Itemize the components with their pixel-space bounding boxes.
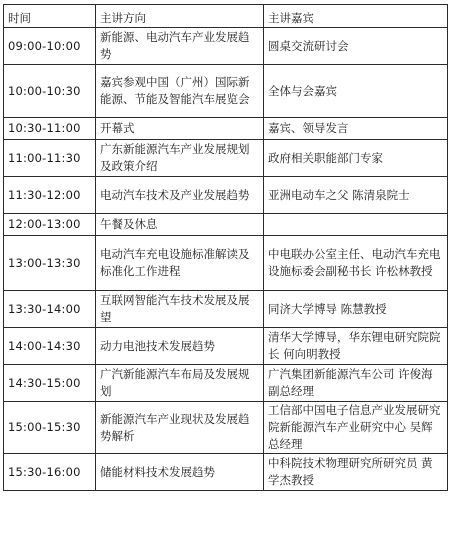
table-header-row (4, 5, 448, 28)
table-row (4, 140, 448, 177)
table-row (4, 236, 448, 291)
row-topic: 广汽新能源汽车布局及发展规划 (96, 365, 264, 402)
row-time: 12:00-13:00 (4, 214, 96, 236)
row-topic: 新能源、电动汽车产业发展趋势 (96, 28, 264, 65)
table-row (4, 365, 448, 402)
row-time: 15:30-16:00 (4, 454, 96, 491)
row-guest: 嘉宾、领导发言 (264, 118, 448, 140)
table-row (4, 65, 448, 118)
row-time: 10:30-11:00 (4, 118, 96, 140)
row-guest: 全体与会嘉宾 (264, 65, 448, 118)
row-topic: 广东新能源汽车产业发展规划及政策介绍 (96, 140, 264, 177)
table-row (4, 118, 448, 140)
row-guest: 政府相关职能部门专家 (264, 140, 448, 177)
header-time: 时间 (4, 5, 96, 28)
row-time: 11:30-12:00 (4, 177, 96, 214)
row-time: 11:00-11:30 (4, 140, 96, 177)
row-time: 14:00-14:30 (4, 328, 96, 365)
row-guest: 广汽集团新能源汽车公司 许俊海副总经理 (264, 365, 448, 402)
header-topic: 主讲方向 (96, 5, 264, 28)
row-topic: 嘉宾参观中国（广州）国际新能源、节能及智能汽车展览会 (96, 65, 264, 118)
table-row (4, 291, 448, 328)
row-time: 13:30-14:00 (4, 291, 96, 328)
row-guest: 亚洲电动车之父 陈清泉院士 (264, 177, 448, 214)
header-guest: 主讲嘉宾 (264, 5, 448, 28)
row-guest: 圆桌交流研讨会 (264, 28, 448, 65)
row-topic: 电动汽车技术及产业发展趋势 (96, 177, 264, 214)
row-time: 15:00-15:30 (4, 402, 96, 454)
row-topic: 开幕式 (96, 118, 264, 140)
row-time: 14:30-15:00 (4, 365, 96, 402)
row-topic: 动力电池技术发展趋势 (96, 328, 264, 365)
table-row (4, 454, 448, 491)
row-time: 13:00-13:30 (4, 236, 96, 291)
row-guest: 中科院技术物理研究所研究员 黄学杰教授 (264, 454, 448, 491)
schedule-table (3, 4, 448, 491)
row-topic: 储能材料技术发展趋势 (96, 454, 264, 491)
row-time: 10:00-10:30 (4, 65, 96, 118)
row-guest (264, 214, 448, 236)
row-guest: 中电联办公室主任、电动汽车充电设施标委会副秘书长 许松林教授 (264, 236, 448, 291)
row-topic: 新能源汽车产业现状及发展趋势解析 (96, 402, 264, 454)
table-row (4, 214, 448, 236)
table-row (4, 402, 448, 454)
row-topic: 电动汽车充电设施标准解读及标准化工作进程 (96, 236, 264, 291)
row-guest: 工信部中国电子信息产业发展研究院新能源汽车产业研究中心 吴辉总经理 (264, 402, 448, 454)
row-time: 09:00-10:00 (4, 28, 96, 65)
table-row (4, 28, 448, 65)
table-row (4, 177, 448, 214)
row-guest: 同济大学博导 陈慧教授 (264, 291, 448, 328)
table-row (4, 328, 448, 365)
row-topic: 互联网智能汽车技术发展及展望 (96, 291, 264, 328)
row-topic: 午餐及休息 (96, 214, 264, 236)
row-guest: 清华大学博导，华东锂电研究院院长 何向明教授 (264, 328, 448, 365)
